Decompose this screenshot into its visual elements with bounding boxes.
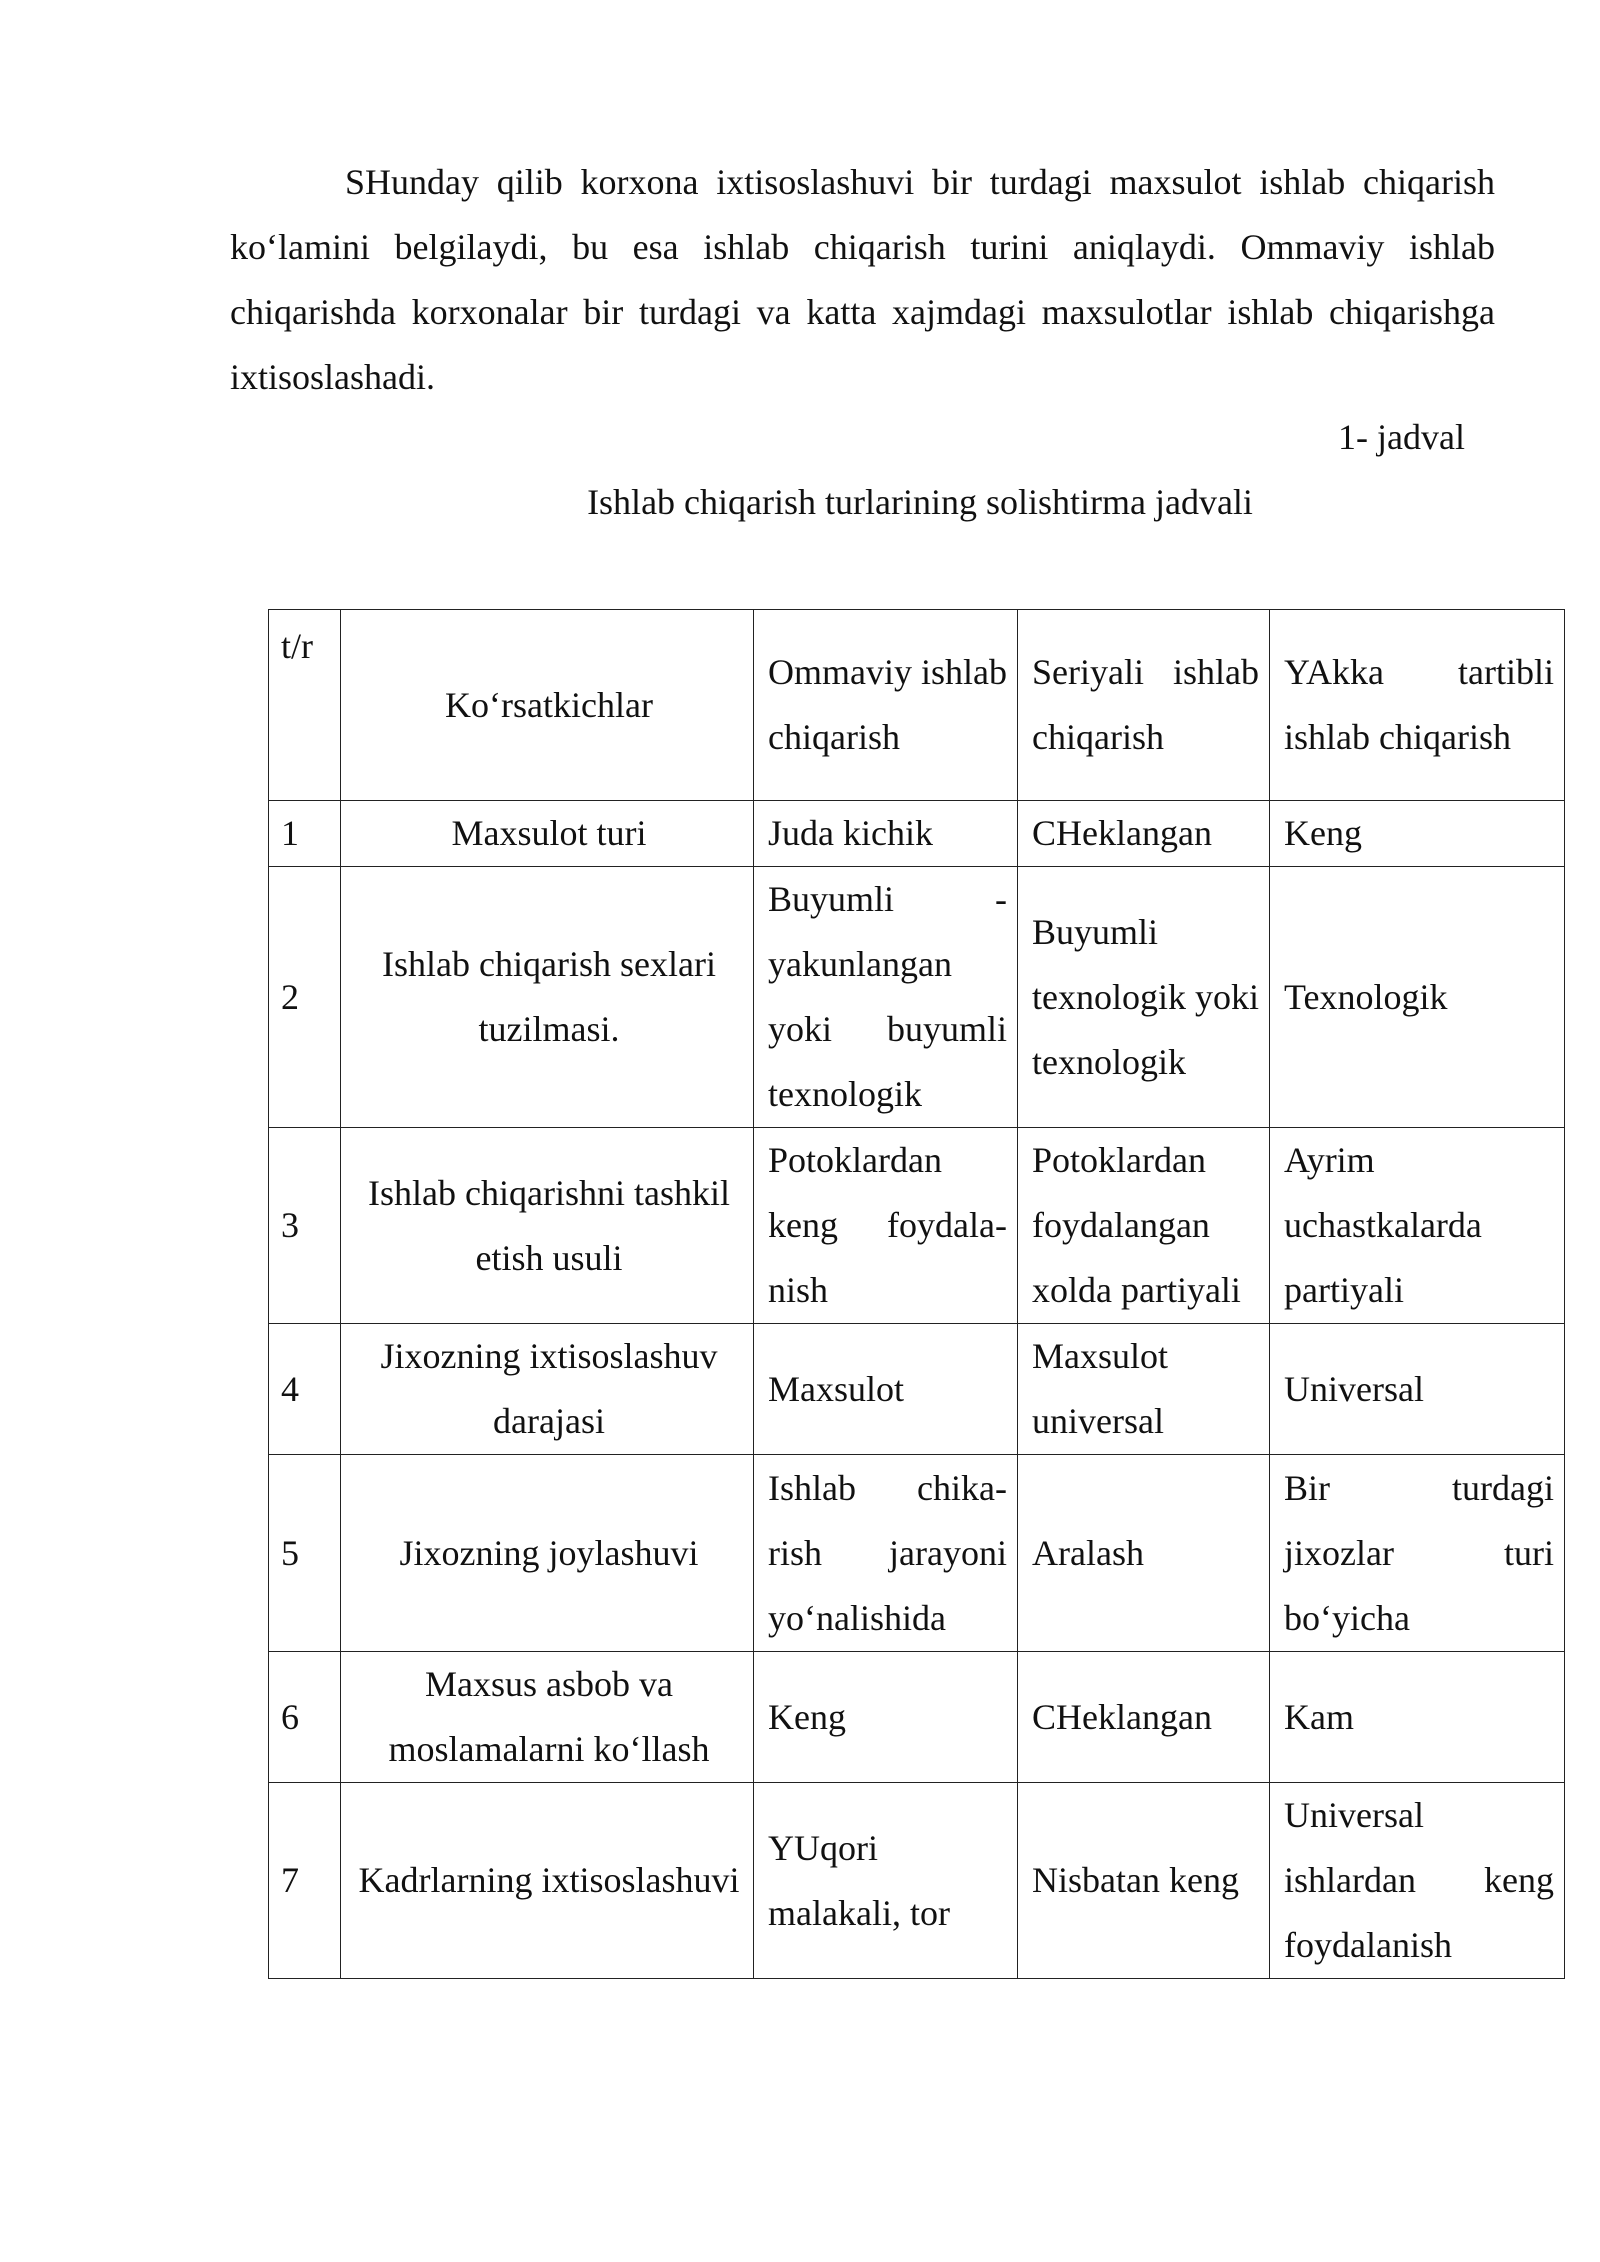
row-single: Bir turdagi jixozlar turi bo‘yicha xyxy=(1270,1455,1565,1652)
header-serial: Seriyali ishlab chiqarish xyxy=(1018,610,1270,801)
row-mass: YUqori malakali, tor xyxy=(754,1783,1018,1979)
row-single: Ayrim uchastkalarda partiyali xyxy=(1270,1128,1565,1324)
table-row xyxy=(269,1455,1565,1652)
row-num: 6 xyxy=(269,1652,341,1783)
row-mass: Buyumli - yakunlangan yoki buyumli texnologik xyxy=(754,867,1018,1128)
table-row xyxy=(269,1783,1565,1979)
row-indicator: Maxsulot turi xyxy=(341,801,754,867)
table-row xyxy=(269,1652,1565,1783)
header-num: t/r xyxy=(269,610,341,801)
row-indicator: Kadrlarning ixtisoslashuvi xyxy=(341,1783,754,1979)
row-indicator: Ishlab chiqarish sexlari tuzilmasi. xyxy=(341,867,754,1128)
table-row xyxy=(269,867,1565,1128)
header-mass: Ommaviy ishlab chiqarish xyxy=(754,610,1018,801)
table-row xyxy=(269,1128,1565,1324)
row-indicator: Ishlab chiqarishni tashkil etish usuli xyxy=(341,1128,754,1324)
row-mass: Keng xyxy=(754,1652,1018,1783)
row-serial: Potoklardan foydalangan xolda partiyali xyxy=(1018,1128,1270,1324)
row-single: Texnologik xyxy=(1270,867,1565,1128)
row-num: 1 xyxy=(269,801,341,867)
intro-paragraph: SHunday qilib korxona ixtisoslashuvi bir turdagi maxsulot ishlab chiqarish ko‘lamini belgilaydi, bu esa ishlab chiqarish turini aniqlaydi. Ommaviy ishlab chiqarishda korxonalar bir turdagi va katta xajmdagi maxsulotlar ishlab chiqarishga ixtisoslashadi. xyxy=(230,162,1495,397)
table-number: 1- jadval xyxy=(1338,417,1465,457)
comparison-table xyxy=(268,609,1565,1979)
row-mass: Ishlab chika-rish jarayoni yo‘nalishida xyxy=(754,1455,1018,1652)
row-serial: CHeklangan xyxy=(1018,1652,1270,1783)
row-serial: Buyumli texnologik yoki texnologik xyxy=(1018,867,1270,1128)
row-mass: Juda kichik xyxy=(754,801,1018,867)
row-single: Universal xyxy=(1270,1324,1565,1455)
row-num: 7 xyxy=(269,1783,341,1979)
row-single: Universal ishlardan keng foydalanish xyxy=(1270,1783,1565,1979)
row-num: 2 xyxy=(269,867,341,1128)
row-serial: Maxsulot universal xyxy=(1018,1324,1270,1455)
row-mass: Potoklardan keng foydala-nish xyxy=(754,1128,1018,1324)
header-indicator: Ko‘rsatkichlar xyxy=(341,610,754,801)
header-single: YAkka tartibli ishlab chiqarish xyxy=(1270,610,1565,801)
row-serial: Nisbatan keng xyxy=(1018,1783,1270,1979)
row-num: 4 xyxy=(269,1324,341,1455)
table-title: Ishlab chiqarish turlarining solishtirma jadvali xyxy=(587,482,1253,522)
row-serial: Aralash xyxy=(1018,1455,1270,1652)
row-indicator: Maxsus asbob va moslamalarni ko‘llash xyxy=(341,1652,754,1783)
row-indicator: Jixozning joylashuvi xyxy=(341,1455,754,1652)
row-single: Kam xyxy=(1270,1652,1565,1783)
row-num: 3 xyxy=(269,1128,341,1324)
table-row xyxy=(269,1324,1565,1455)
row-num: 5 xyxy=(269,1455,341,1652)
row-mass: Maxsulot xyxy=(754,1324,1018,1455)
row-indicator: Jixozning ixtisoslashuv darajasi xyxy=(341,1324,754,1455)
row-serial: CHeklangan xyxy=(1018,801,1270,867)
table-header-row xyxy=(269,610,1565,801)
row-single: Keng xyxy=(1270,801,1565,867)
table-row xyxy=(269,801,1565,867)
